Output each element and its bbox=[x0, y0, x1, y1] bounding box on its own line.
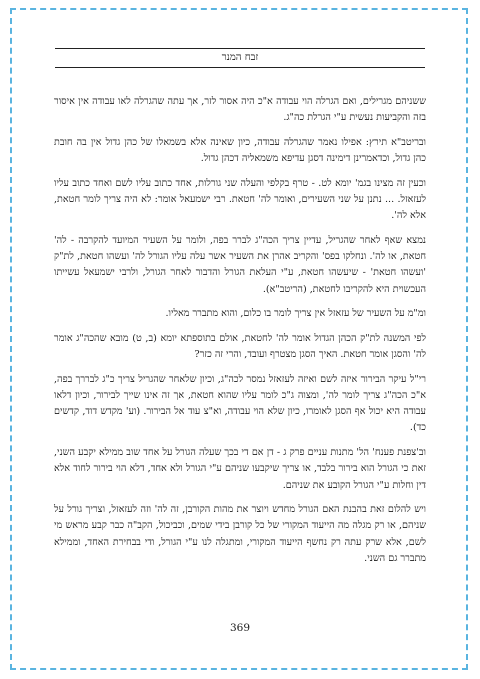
page-body-text bbox=[54, 94, 426, 576]
paragraph: ובריטב"א תירץ: אפילו נאמר שהגרלה עבודה, כיון שאינה אלא בשמאלו של כהן גדול אין בה חובת כהן גדול, וכדאמרינן דימינה דסגן עדיפא משמאליה דכהן גדול. bbox=[54, 136, 426, 165]
paragraph: ויש להלום זאת בהבנת האם הגורל מחדש ויוצר את מהות הקורבן, זה לה' וזה לעזאזל, וצריך גורל על שניהם, או רק מגלה מה הייעוד המקורי של כל קורבן בידי שמים, וכביכול, הקב"ה כבר קבע מראש מי לשם, אלא שרק עתה רק נחשף הייעוד המקורי, ומתגלה לנו ע"י הגורל, ודי בבחירת האחד, וממילא מתברר גם השני. bbox=[54, 504, 426, 564]
page-header bbox=[55, 48, 425, 68]
paragraph: לפי המשנה לת"ק הכהן הגדול אומר לה' לחטאת, אולם בתוספתא יומא (ב, ט) מובא שהכה"ג אומר לה' והסגן אומר חטאת. האיך הסגן מצטרף ועובד, והרי זה כזר? bbox=[54, 332, 426, 361]
paragraph: רי"ל עיקר הבירור איזה לשם ואיזה לעזאזל נמסר לכה"ג, וכיון שלאחר שהגריל צריך כ"ג לבררך בפה, א"כ הכה"ג צריך לומר לה', ומצוה ג"כ לומר עליו שהוא חטאת, אך זה אינו שייך לבירור, וכיון דלאו עבודה היא יכול אף הסגן לאומרו, כיון שלא הוי עבודה, וא"צ עוד אל הבירור. (וע' מקדש דוד, קדשים כד). bbox=[54, 373, 426, 434]
paragraph: ומ"מ על השעיר של עזאזל אין צריך לומר בו כלום, והוא מתברר מאליו. bbox=[165, 308, 426, 320]
running-title: זבח המנר bbox=[221, 52, 259, 63]
paragraph: וב'צפנת פענח' הל' מתנות עניים פרק ג - דן אם די בכך שעלה הגורל על אחד שוב ממילא יקבע השני, זאת כי הגורל הוא בירור בלבד, או צריך שיקבעו שניהם ע"י הגורל ולא אחד, דלא הוי בירור לחוד אלא דין וחלות ע"י הגורל הקובע את שניהם. bbox=[54, 447, 426, 491]
paragraph: ששניהם מגרילים, ואם הגרלה הוי עבודה א"כ היה אסור לזר, אך עתה שהגרלה לאו עבודה אין איסור בזה והקביעות נעשית ע"י הגרלת כה"ג. bbox=[54, 96, 426, 124]
header-bottom-rule bbox=[55, 67, 425, 68]
page-number: 369 bbox=[229, 622, 251, 634]
paragraph: נמצא שאף לאחר שהגריל, עדיין צריך הכה"ג לברר בפה, ולומר על השעיר המיועד להקרבה - לה' חטאת, או לה'. ונחלקו בפס' והקריב אהרן את השעיר אשר עלה עליו הגורל לה' ועשהו חטאת, לת"ק 'ועשהו חטאת' - שיעשהו חטאת, ע"י העלאת הגורל והדבור לאחר הגורל, ולרבי ישמעאל עשייתו העכשוית היא להקריבו לחטאת, (הריטב"א). bbox=[54, 234, 426, 295]
paragraph: וכעין זה מצינו בגמ' יומא לט. - טרף בקלפי והעלה שני גורלות, אחד כתוב עליו לשם ואחד כתוב עליו לעזאזל. ... נתנן על שני השעירים, ואומר לה' חטאת. רבי ישמעאל אומר: לא היה צריך לומר חטאת, אלא לה'. bbox=[54, 177, 426, 222]
